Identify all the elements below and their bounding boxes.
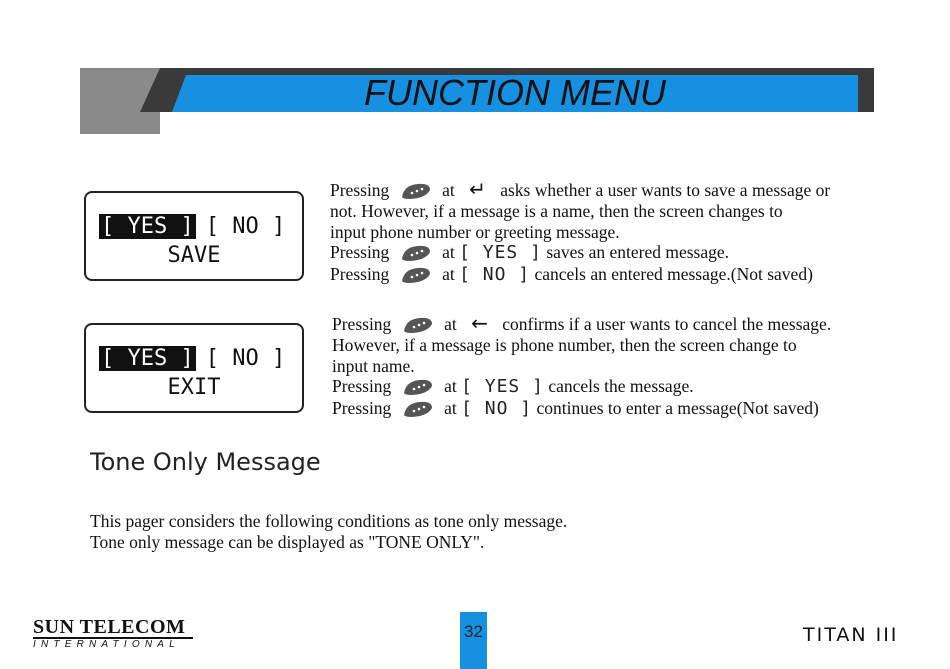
- lcd-exit-label: EXIT: [167, 375, 221, 400]
- exit-description: [332, 311, 898, 420]
- save-description: [330, 177, 888, 286]
- no-key-label: [ NO ]: [459, 264, 531, 286]
- save-line-3: input phone number or greeting message.: [330, 221, 620, 242]
- lcd-no-option: [ NO ]: [205, 214, 286, 239]
- exit-line-3: input name.: [332, 355, 415, 376]
- button-icon: [402, 378, 434, 396]
- page-number-tab: [460, 612, 487, 669]
- section-line-2: Tone only message can be displayed as "TONE ONLY".: [90, 532, 485, 552]
- company-subtitle: INTERNATIONAL: [33, 637, 193, 651]
- exit-line-5: Pressing at [ NO ] continues to enter a message(Not saved): [332, 398, 819, 420]
- page-title: FUNCTION MENU: [364, 72, 666, 113]
- left-arrow-icon: ←: [471, 311, 488, 335]
- company-logo: [33, 617, 193, 651]
- lcd-yes-option: [ YES ]: [101, 214, 194, 239]
- section-body: [90, 511, 567, 553]
- save-line-4: Pressing at [ YES ] saves an entered message.: [330, 242, 730, 264]
- lcd-exit-options: [99, 345, 285, 373]
- return-arrow-icon: ↵: [469, 177, 486, 201]
- button-icon: [400, 182, 432, 200]
- save-line-5: Pressing at [ NO ] cancels an entered message.(Not saved): [330, 264, 813, 286]
- yes-key-label: [ YES ]: [459, 242, 542, 264]
- lcd-save-screen: [84, 191, 304, 281]
- exit-line-1: Pressing at ← confirms if a user wants to cancel the message.: [332, 311, 832, 335]
- lcd-no-option: [ NO ]: [205, 346, 286, 371]
- save-line-2: not. However, if a message is a name, then the screen changes to: [330, 200, 783, 221]
- lcd-exit-screen: [84, 323, 304, 413]
- lcd-yes-option: [ YES ]: [101, 346, 194, 371]
- page-number: 32: [464, 622, 483, 641]
- button-icon: [400, 244, 432, 262]
- no-key-label: [ NO ]: [461, 398, 533, 420]
- section-line-1: This pager considers the following conditions as tone only message.: [90, 511, 568, 531]
- button-icon: [402, 400, 434, 418]
- section-title: Tone Only Message: [90, 448, 321, 476]
- exit-line-4: Pressing at [ YES ] cancels the message.: [332, 376, 694, 398]
- exit-line-2: However, if a message is phone number, then the screen change to: [332, 334, 797, 355]
- yes-key-label: [ YES ]: [461, 376, 544, 398]
- lcd-save-label: SAVE: [167, 243, 221, 268]
- product-brand: TITAN III: [803, 624, 899, 646]
- lcd-save-options: [99, 213, 285, 241]
- button-icon: [402, 316, 434, 334]
- header-banner: [80, 68, 874, 134]
- button-icon: [400, 266, 432, 284]
- save-line-1: Pressing at ↵ asks whether a user wants to save a message or: [330, 177, 831, 201]
- company-name: SUN TELECOM: [33, 616, 186, 638]
